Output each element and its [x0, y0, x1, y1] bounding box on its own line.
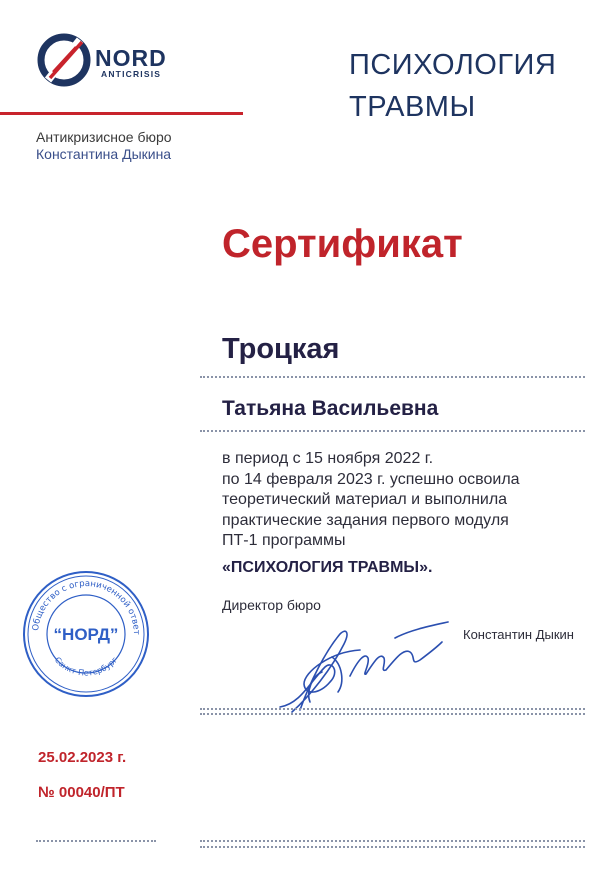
program-name: «ПСИХОЛОГИЯ ТРАВМЫ». — [222, 559, 433, 576]
course-title-line2: ТРАВМЫ — [349, 91, 476, 123]
brand-name: NORD — [95, 45, 167, 71]
recipient-given-names: Татьяна Васильевна — [222, 397, 439, 420]
dotted-divider — [200, 713, 585, 715]
nord-anticrisis-logo-icon — [36, 30, 98, 92]
body-line: в период с 15 ноября 2022 г. — [222, 450, 434, 467]
svg-text:Общество с ограниченной ответс: Общество с ограниченной ответ — [31, 578, 142, 636]
dotted-divider — [200, 840, 585, 842]
dotted-divider — [200, 708, 585, 710]
certificate-number: № 00040/ПТ — [38, 784, 125, 801]
body-line: теоретический материал и выполнила — [222, 491, 508, 508]
recipient-surname: Троцкая — [222, 333, 340, 365]
director-label: Директор бюро — [222, 597, 321, 613]
body-line: практические задания первого модуля — [222, 511, 509, 529]
dotted-divider — [200, 430, 585, 432]
certificate-heading: Сертификат — [222, 222, 463, 266]
issue-date: 25.02.2023 г. — [38, 749, 127, 766]
dotted-divider — [36, 840, 156, 842]
dotted-divider — [200, 376, 585, 378]
body-line: ПТ-1 программы — [222, 532, 346, 549]
svg-text:Санкт-Петербург: Санкт-Петербург — [52, 655, 120, 678]
stamp-seal-icon — [20, 568, 152, 700]
svg-text:“НОРД”: “НОРД” — [53, 625, 119, 644]
certificate-body — [222, 449, 592, 552]
dotted-divider — [200, 846, 585, 848]
bureau-name-line2: Константина Дыкина — [36, 146, 172, 162]
handwritten-signature — [270, 612, 460, 722]
course-title — [349, 44, 589, 128]
body-line: по 14 февраля 2023 г. успешно освоила — [222, 470, 520, 488]
header-divider — [0, 112, 243, 115]
signature — [270, 612, 460, 722]
course-title-line1: ПСИХОЛОГИЯ — [349, 49, 557, 81]
bureau-name-line1: Антикризисное бюро — [36, 129, 172, 145]
brand-tagline: ANTICRISIS — [101, 69, 162, 79]
company-stamp — [20, 568, 152, 700]
director-name: Константин Дыкин — [463, 627, 574, 642]
